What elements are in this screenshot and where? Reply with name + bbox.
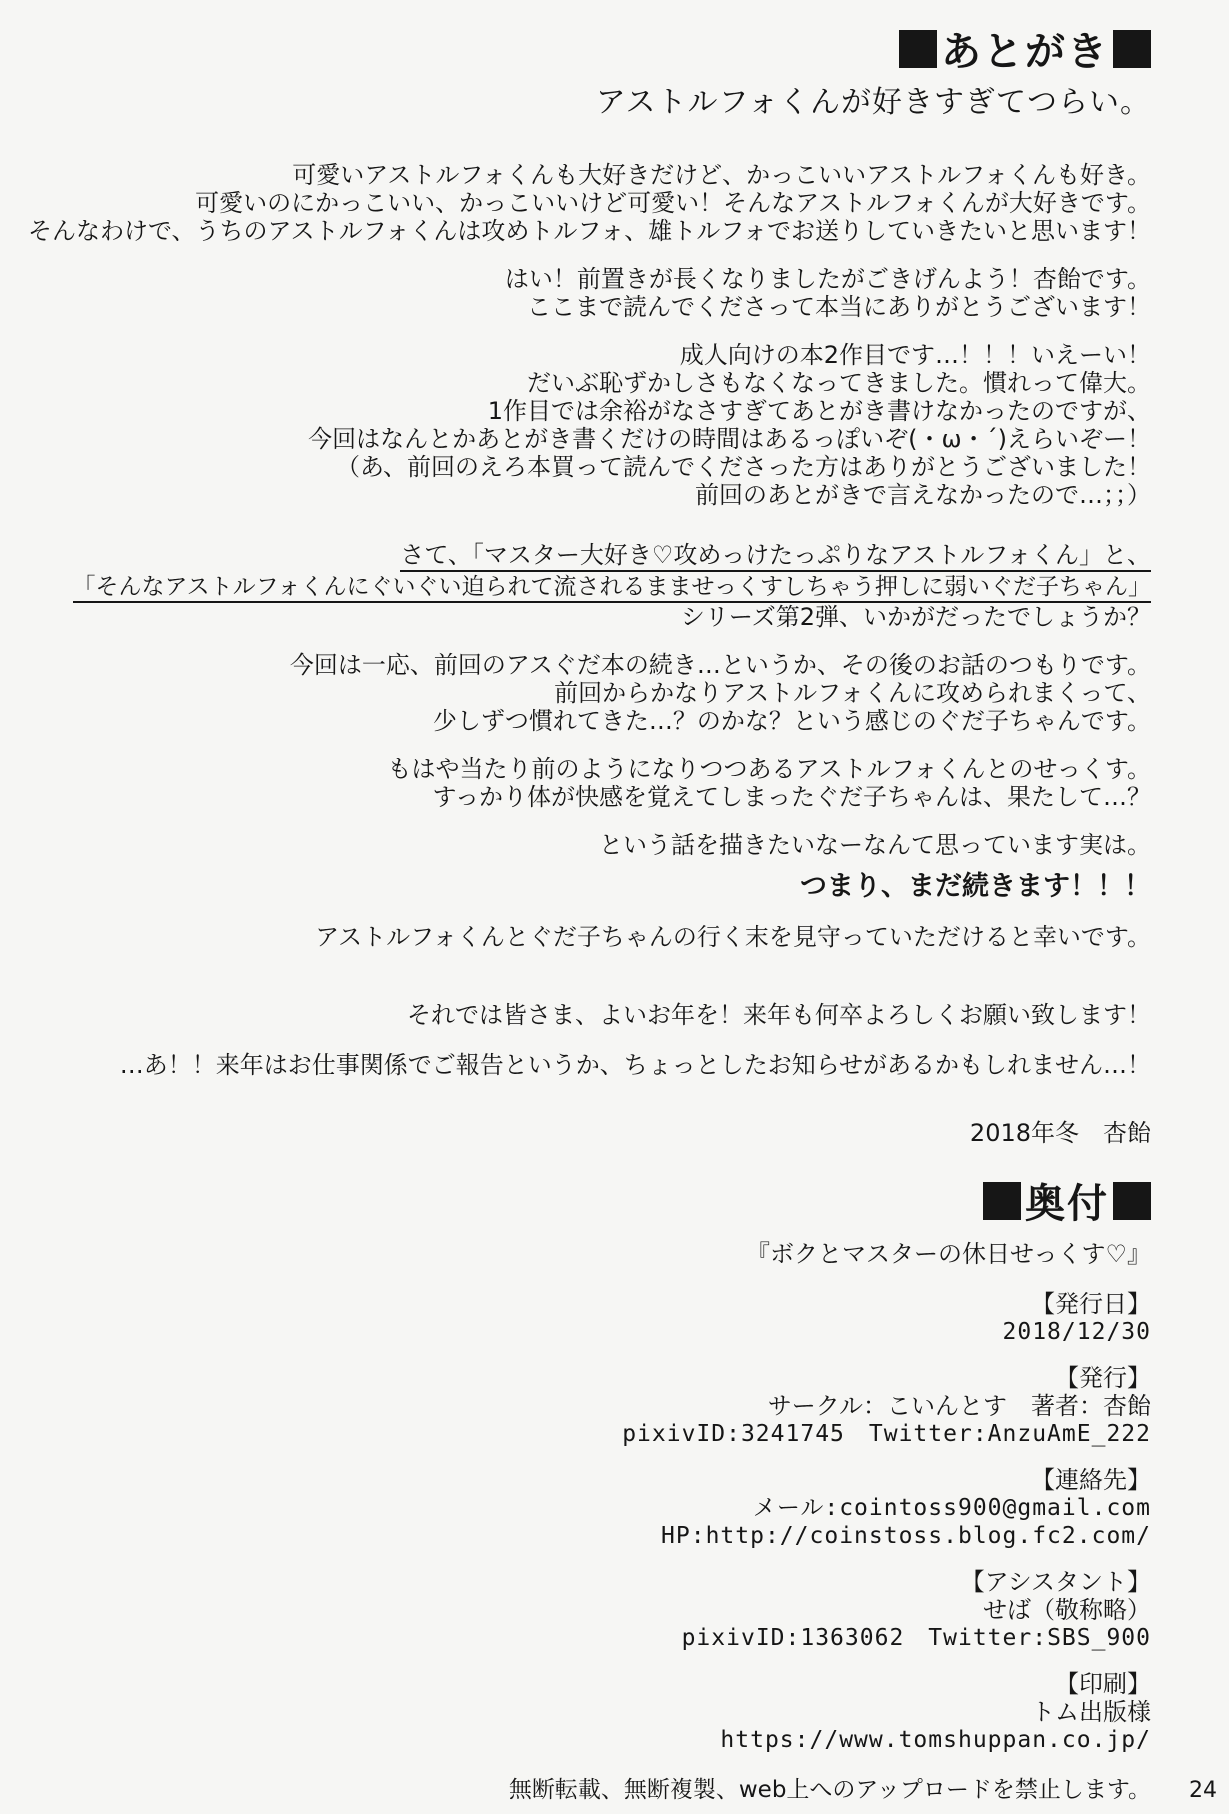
afterword-line: 今回はなんとかあとがき書くだけの時間はあるっぽいぞ(・ω・´)えらいぞー！ [308,425,1151,453]
afterword-line [400,540,1151,570]
page-number: 24 [1189,1778,1217,1803]
afterword-line: …あ！！来年はお仕事関係でご報告というか、ちょっとしたお知らせがあるかもしれません…！ [119,1051,1151,1079]
afterword-line: という話を描きたいなーなんて思っています実は。 [599,831,1151,859]
afterword-heading-text: あとがき [941,29,1109,75]
colophon-notice: 無断転載、無断複製、web上へのアップロードを禁止します。 [508,1777,1151,1803]
colophon-assistant-ids: pixivID:1363062 Twitter:SBS_900 [681,1625,1151,1651]
afterword-line: 可愛いのにかっこいい、かっこいいけど可愛い！そんなアストルフォくんが大好きです。 [195,189,1151,217]
colophon-hp: HP:http://coinstoss.blog.fc2.com/ [661,1523,1151,1549]
afterword-line: 今回は一応、前回のアスぐだ本の続き…というか、その後のお話のつもりです。 [289,651,1151,679]
afterword-line: 1作目では余裕がなさすぎてあとがき書けなかったのですが、 [487,397,1151,425]
afterword-line [73,572,1151,602]
afterword-line: それでは皆さま、よいお年を！来年も何卒よろしくお願い致します！ [407,1001,1151,1029]
colophon-issue-date: 2018/12/30 [1002,1319,1151,1345]
black-square-icon [983,1182,1021,1220]
afterword-signature: 2018年冬 杏飴 [969,1119,1151,1147]
colophon-print-label: 【印刷】 [1055,1670,1151,1698]
afterword-line: もはや当たり前のようになりつつあるアストルフォくんとのせっくす。 [387,755,1151,783]
black-square-icon [1113,1182,1151,1220]
afterword-underlined-text: 「そんなアストルフォくんにぐいぐい迫られて流されるまませっくすしちゃう押しに弱いぐだ子ちゃん」 [73,574,1151,603]
afterword-line: 成人向けの本2作目です…！！！いえーい！ [679,341,1151,369]
colophon-book-title: 『ボクとマスターの休日せっくす♡』 [745,1240,1151,1268]
colophon-heading-text: 奥付 [1025,1181,1109,1227]
colophon-mail: メール:cointoss900@gmail.com [752,1495,1151,1521]
afterword-line: 前回のあとがきで言えなかったので…；；） [695,481,1151,509]
afterword-line: 前回からかなりアストルフォくんに攻められまくって、 [554,679,1151,707]
colophon-assistant-label: 【アシスタント】 [960,1568,1151,1596]
afterword-line: 可愛いアストルフォくんも大好きだけど、かっこいいアストルフォくんも好き。 [292,161,1151,189]
afterword-line: そんなわけで、うちのアストルフォくんは攻めトルフォ、雄トルフォでお送りしていきたいと思います！ [28,217,1151,245]
afterword-line: 少しずつ慣れてきた…？のかな？という感じのぐだ子ちゃんです。 [432,707,1151,735]
afterword-subtitle: アストルフォくんが好きすぎてつらい。 [595,85,1151,120]
colophon-contact-label: 【連絡先】 [1031,1466,1151,1494]
colophon-publisher-label: 【発行】 [1055,1364,1151,1392]
colophon-issue-label: 【発行日】 [1031,1290,1151,1318]
colophon-assistant-name: せば（敬称略） [983,1596,1151,1624]
colophon-author-ids: pixivID:3241745 Twitter:AnzuAmE_222 [622,1421,1151,1447]
colophon-printer-url: https://www.tomshuppan.co.jp/ [720,1727,1151,1753]
colophon-heading [983,1172,1151,1229]
afterword-line: だいぶ恥ずかしさもなくなってきました。慣れって偉大。 [527,369,1151,397]
afterword-line: すっかり体が快感を覚えてしまったぐだ子ちゃんは、果たして…？ [432,783,1151,811]
afterword-heading [899,20,1151,77]
afterword-line: つまり、まだ続きます！！！ [800,871,1151,902]
colophon-circle: サークル：こいんとす 著者：杏飴 [767,1392,1151,1420]
afterword-line: シリーズ第2弾、いかがだったでしょうか？ [680,603,1151,631]
afterword-line: （あ、前回のえろ本買って読んでくださった方はありがとうございました！ [335,453,1151,481]
black-square-icon [1113,30,1151,68]
afterword-line: はい！前置きが長くなりましたがごきげんよう！杏飴です。 [504,265,1151,293]
afterword-underlined-text: さて、「マスター大好き♡攻めっけたっぷりなアストルフォくん」と、 [400,541,1151,572]
afterword-line: ここまで読んでくださって本当にありがとうございます！ [527,293,1151,321]
colophon-printer: トム出版様 [1031,1698,1151,1726]
afterword-line: アストルフォくんとぐだ子ちゃんの行く末を見守っていただけると幸いです。 [315,923,1151,951]
black-square-icon [899,30,937,68]
